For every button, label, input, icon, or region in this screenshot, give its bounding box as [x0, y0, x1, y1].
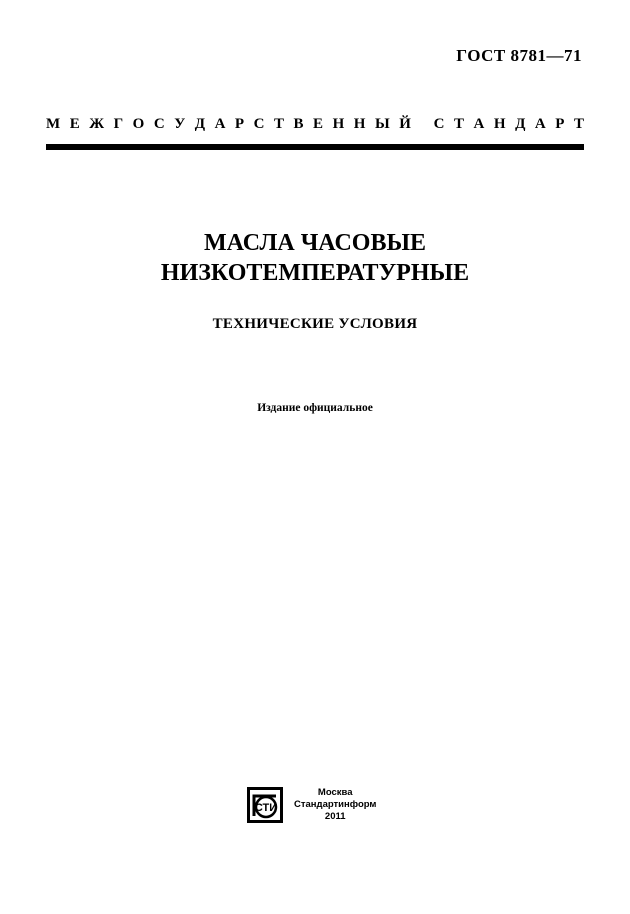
heading-letter: А [534, 116, 546, 132]
logo-text: СТИ [254, 802, 278, 814]
heading-letter: В [293, 116, 304, 132]
heading-letter: Д [515, 116, 526, 132]
heading-letter: А [214, 116, 226, 132]
heading-rule [46, 144, 584, 150]
standartinform-logo-icon [246, 786, 284, 824]
heading-letter: Р [555, 116, 565, 132]
heading-letter: А [473, 116, 485, 132]
title-line-1: МАСЛА ЧАСОВЫЕ [203, 230, 427, 256]
interstate-standard-heading [46, 116, 584, 133]
heading-letter: Е [69, 116, 80, 132]
publisher-block [246, 786, 376, 824]
heading-letter: С [433, 116, 445, 132]
word-gap [420, 116, 424, 133]
heading-letter: Н [493, 116, 506, 132]
heading-letter: Ы [374, 116, 390, 132]
title-line-2: НИЗКОТЕМПЕРАТУРНЫЕ [160, 260, 470, 286]
heading-letter: Н [332, 116, 345, 132]
gost-number: ГОСТ 8781—71 [456, 46, 582, 65]
heading-letter: Г [113, 116, 124, 132]
heading-letter: У [174, 116, 186, 132]
heading-letter: Й [399, 116, 411, 132]
heading-letter: Т [454, 116, 465, 132]
heading-letter: Т [573, 116, 584, 132]
edition-label: Издание официальное [257, 402, 373, 414]
heading-letter: М [46, 116, 61, 132]
publisher-name: Стандартинформ [294, 799, 377, 810]
document-subtitle: ТЕХНИЧЕСКИЕ УСЛОВИЯ [212, 316, 418, 332]
heading-letter: О [132, 116, 145, 132]
publisher-year: 2011 [324, 811, 346, 822]
heading-letter: Д [194, 116, 206, 132]
heading-letter: С [153, 116, 165, 132]
heading-letter: Е [313, 116, 324, 132]
heading-letter: Т [273, 116, 284, 132]
publisher-text [294, 787, 376, 823]
heading-letter: Ж [89, 116, 105, 132]
publisher-city: Москва [317, 787, 353, 798]
heading-letter: Р [234, 116, 245, 132]
document-title [0, 228, 630, 288]
heading-letter: Н [353, 116, 366, 132]
heading-letter: С [253, 116, 265, 132]
